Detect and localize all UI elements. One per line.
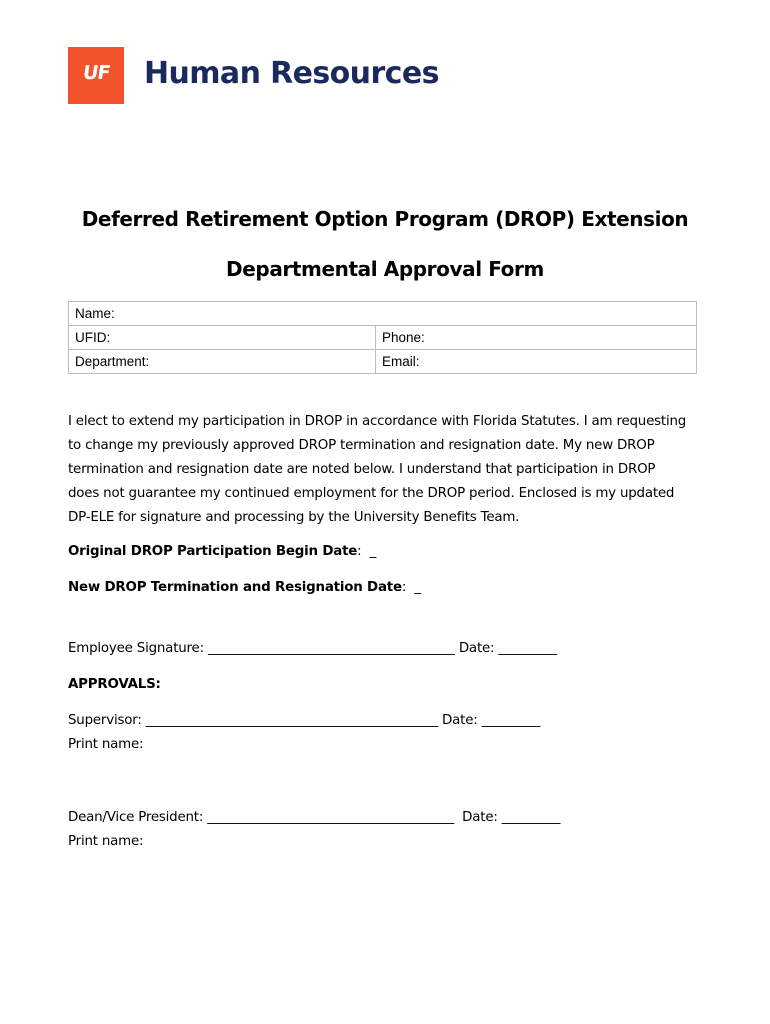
dean-signature-line[interactable]: Dean/Vice President: ______________________________________ Date: _________ [68, 810, 561, 825]
ufid-field[interactable]: UFID: [69, 326, 376, 350]
logo-text: UF [81, 62, 111, 84]
form-subtitle: Departmental Approval Form [226, 257, 544, 281]
approvals-heading: APPROVALS: [68, 677, 161, 692]
form-title: Deferred Retirement Option Program (DROP) Extension [81, 207, 689, 231]
supervisor-print-name[interactable]: Print name: [68, 737, 144, 752]
statement-line: termination and resignation date are noted below. I understand that participation in DROP [68, 462, 656, 477]
employee-signature-line[interactable]: Employee Signature: ______________________________________ Date: _________ [68, 641, 557, 656]
name-field[interactable]: Name: [69, 302, 697, 326]
statement-line: DP-ELE for signature and processing by the University Benefits Team. [68, 510, 520, 525]
employee-info-table [68, 301, 697, 374]
new-termination-date-label: New DROP Termination and Resignation Date [68, 580, 402, 595]
department-field[interactable]: Department: [69, 350, 376, 374]
statement-line: I elect to extend my participation in DROP in accordance with Florida Statutes. I am requesting [68, 414, 687, 429]
supervisor-signature-line[interactable]: Supervisor: _____________________________________________ Date: _________ [68, 713, 541, 728]
election-statement [68, 410, 708, 530]
uf-logo [68, 47, 124, 104]
phone-field[interactable]: Phone: [376, 326, 697, 350]
dean-print-name[interactable]: Print name: [68, 834, 144, 849]
new-termination-date-row[interactable]: New DROP Termination and Resignation Date: _ [68, 580, 421, 595]
statement-line: does not guarantee my continued employment for the DROP period. Enclosed is my updated [68, 486, 675, 501]
email-field[interactable]: Email: [376, 350, 697, 374]
original-begin-date-row[interactable]: Original DROP Participation Begin Date: _ [68, 544, 377, 559]
brand-title: Human Resources [144, 56, 439, 91]
statement-line: to change my previously approved DROP termination and resignation date. My new DROP [68, 438, 655, 453]
original-begin-date-label: Original DROP Participation Begin Date [68, 544, 358, 559]
